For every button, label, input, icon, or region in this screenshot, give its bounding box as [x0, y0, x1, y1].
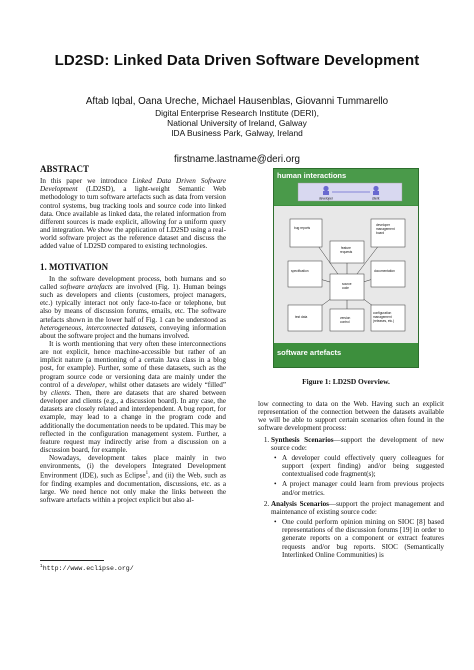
text-part: . Then, there are datasets that are shared between developer and clients (e.g., a discussion board). In any case, the datasets are closely related and interdependent. A bug report, for example, may lead to a change in the program code and additionally the documentation needs to be updated. This may be reflected in the configuration management system. Further, a feature request may indirectly arise from a discussion on a discussion board, for example. [40, 388, 226, 454]
client-icon-body [373, 191, 379, 195]
text-emphasis: clients [51, 388, 70, 397]
contact-email: firstname.lastname@deri.org [174, 154, 300, 165]
client-label: client [372, 196, 380, 201]
motivation-paragraph-2 [40, 340, 226, 454]
specification-label: specification [291, 269, 309, 273]
motivation-paragraph-3 [40, 454, 226, 504]
text-part: Nowadays, development takes place mainly in two environments, (i) the developers Integrated Development Environment (IDE), such as Eclipse [40, 454, 226, 480]
bullet-list [271, 454, 444, 497]
documentation-label: documentation [374, 269, 395, 273]
client-icon [373, 186, 378, 191]
right-column [258, 400, 444, 559]
feature-requests-label-2: requests [340, 250, 353, 254]
left-column [40, 165, 226, 504]
text-emphasis: software artefacts [60, 282, 113, 291]
abstract-text-part: In this paper we introduce [40, 177, 133, 186]
author-list: Aftab Iqbal, Oana Ureche, Michael Hausenblas, Giovanni Tummarello [85, 96, 389, 107]
source-code-label-2: code [342, 286, 349, 290]
config-mgmt-label-2: management [373, 315, 392, 319]
ld2sd-overview-figure [273, 168, 419, 368]
text-part: It is worth mentioning that very often these interconnections are not explicit, hence machine-accessible but rather of an implicit nature (a mentioning of a certain Java class in a blog post, for example). Further, some of these datasets, such as the program source code or versioning data are mainly under the control of a [40, 339, 226, 389]
human-interactions-label: human interactions [277, 171, 347, 180]
abstract-text [40, 177, 226, 250]
specification-node [288, 261, 322, 287]
footnote-marker: 1 [145, 471, 149, 477]
abstract-emphasis: Linked Data Driven Software Development [40, 177, 226, 194]
right-intro: low connecting to data on the Web. Having such an explicit representation of the connection between the datasets available we will be able to support certain scenarios often found in the software development process: [258, 400, 444, 433]
paper-title: LD2SD: Linked Data Driven Software Development [54, 52, 420, 69]
motivation-paragraph-1 [40, 275, 226, 340]
footnote-number: 1 [40, 564, 43, 569]
scenario-text: —support the project management and maintenance of existing source code: [271, 499, 444, 516]
text-part: , and (ii) the Web, such as for finding examples and documentation, discussions, etc. as a large. We need hence not only make the links between the software artefacts within a project explicit but also al- [40, 471, 226, 505]
developer-label: developer [319, 196, 333, 201]
text-emphasis: heterogeneous, interconnected datasets [40, 323, 155, 332]
config-mgmt-label-1: configuration [373, 311, 392, 315]
version-control-label-1: version [340, 316, 351, 320]
developer-icon-body [323, 191, 329, 195]
bug-reports-node [290, 219, 322, 247]
scenario-label: Synthesis Scenarios [271, 435, 334, 444]
footnote [40, 564, 134, 572]
bullet-item: • One could perform opinion mining on SIOC [8] based representations of the discussion forums [19] in order to generate reports on a component or extract features requests and/or bug reports. SIOC (Semantically Interlinked Online Communities) is [282, 518, 444, 559]
documentation-node [371, 261, 405, 287]
developer-icon [323, 186, 328, 191]
scenario-list [258, 436, 444, 559]
software-artefacts-label: software artefacts [277, 348, 342, 357]
scenario-item [271, 500, 444, 559]
bullet-item: • A project manager could learn from previous projects and/or metrics. [282, 480, 444, 496]
text-part: are involved (Fig. 1). Human beings such as developers and clients (customers, project managers, etc.) typically interact not only face-to-face or telephone, but also by means of discussion forums, emails, etc. The software artefacts shown in the lower half of Fig. 1 can be understood as [40, 282, 226, 324]
bullet-list [271, 518, 444, 559]
bug-reports-label: bug reports [294, 226, 311, 230]
scenario-item [271, 436, 444, 497]
bullet-item: • A developer could effectively query colleagues for support (expert finding) and/or being suggested contextualised code fragment(s); [282, 454, 444, 478]
affiliation-line-1: Digital Enterprise Research Institute (DERI), [155, 108, 319, 118]
affiliation-line-3: IDA Business Park, Galway, Ireland [171, 128, 303, 138]
affiliation-line-2: National University of Ireland, Galway [167, 118, 307, 128]
dev-mgmt-label-3: board [376, 231, 385, 235]
text-part: In the software development process, both humans and so called [40, 274, 226, 291]
figure-caption: Figure 1: LD2SD Overview. [302, 377, 390, 386]
motivation-heading: 1. MOTIVATION [40, 261, 109, 272]
scenario-text: —support the development of new source code: [271, 435, 444, 452]
feature-requests-label-1: feature [341, 246, 351, 250]
test-data-label: test data [295, 315, 308, 319]
dev-mgmt-label-1: developer [376, 223, 390, 227]
abstract-text-part: (LD2SD), a light-weight Semantic Web methodology to turn software artefacts such as data from version control systems, bug tracking tools and source code into linked data. Once available as linked data, the related information from different sources is made explicit, allowing for a uniform query and integration. We show the application of LD2SD using a real-world software project as the reference dataset and discuss the added value of LD2SD compared to existing technologies. [40, 185, 226, 251]
footnote-url: http://www.eclipse.org/ [42, 565, 134, 573]
footnote-rule [40, 560, 104, 561]
figure-diagram [274, 169, 419, 368]
text-part: , whilst other datasets are widely “filled” by [40, 380, 227, 397]
version-control-label-2: control [340, 320, 350, 324]
abstract-heading: ABSTRACT [40, 164, 90, 174]
source-code-label-1: source [342, 282, 352, 286]
text-emphasis: developer [76, 380, 105, 389]
text-part: , conveying information about the software project and the humans involved. [40, 323, 226, 340]
scenario-label: Analysis Scenarios [271, 499, 329, 508]
dev-mgmt-label-2: management [376, 227, 395, 231]
config-mgmt-label-3: (releases, etc.) [373, 319, 395, 323]
